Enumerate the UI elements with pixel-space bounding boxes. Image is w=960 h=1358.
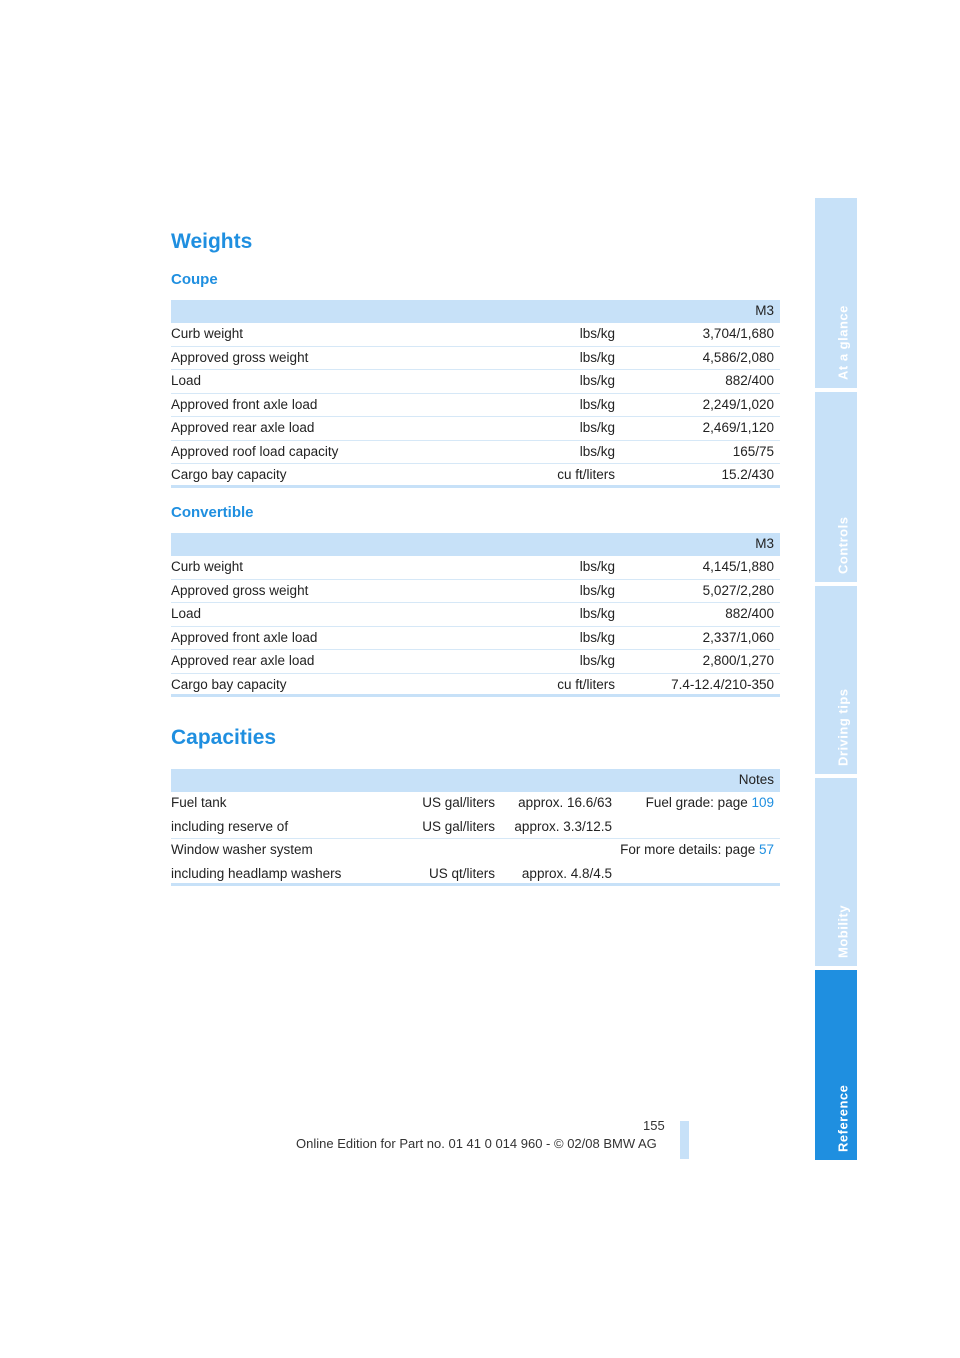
capacities-table-header <box>171 769 780 792</box>
row-label: Load <box>171 606 202 621</box>
tab-label: Driving tips <box>835 688 851 766</box>
coupe-subtitle: Coupe <box>171 271 218 288</box>
row-value: 4,145/1,880 <box>702 559 774 574</box>
row-value: 2,800/1,270 <box>702 653 774 668</box>
sidebar-tab-reference[interactable] <box>815 970 857 1160</box>
row-value: 2,337/1,060 <box>702 629 774 645</box>
sidebar-tab-at-a-glance[interactable] <box>815 198 857 388</box>
sidebar-tab-driving-tips[interactable] <box>815 586 857 774</box>
chapter-sidebar <box>815 198 857 1160</box>
row-unit: lbs/kg <box>579 629 615 645</box>
page-number: 155 <box>643 1118 665 1133</box>
row-label: Curb weight <box>171 326 244 341</box>
tab-label: At a glance <box>835 305 851 380</box>
row-label: Cargo bay capacity <box>171 676 287 692</box>
capacities-title: Capacities <box>171 726 277 749</box>
row-value: 5,027/2,280 <box>702 582 774 598</box>
row-label: Load <box>171 373 202 388</box>
tab-label: Mobility <box>835 904 851 958</box>
sidebar-tab-controls[interactable] <box>815 392 857 582</box>
row-value: 7.4-12.4/210-350 <box>671 676 774 692</box>
row-unit: US gal/liters <box>422 795 495 810</box>
row-unit: cu ft/liters <box>557 467 615 482</box>
table-row <box>171 603 780 627</box>
row-label: Cargo bay capacity <box>171 467 287 482</box>
row-value: 15.2/430 <box>721 467 774 482</box>
sidebar-tab-mobility[interactable] <box>815 778 857 966</box>
page-link[interactable]: 57 <box>758 842 774 857</box>
row-label: including reserve of <box>171 818 289 834</box>
row-label: Approved roof load capacity <box>171 443 339 459</box>
row-label: Curb weight <box>171 559 244 574</box>
table-row <box>171 627 780 651</box>
row-label: including headlamp washers <box>171 865 342 881</box>
row-unit: lbs/kg <box>579 396 615 412</box>
model-header: M3 <box>755 536 774 551</box>
row-note <box>646 795 774 810</box>
row-label: Approved rear axle load <box>171 653 315 668</box>
row-label: Approved rear axle load <box>171 420 315 435</box>
notes-header: Notes <box>738 772 774 787</box>
row-value: approx. 16.6/63 <box>518 795 612 810</box>
tab-label: Controls <box>835 516 851 574</box>
row-label: Fuel tank <box>171 795 227 810</box>
table-row <box>171 816 780 840</box>
table-row <box>171 792 780 816</box>
row-unit: lbs/kg <box>579 582 615 598</box>
row-label: Approved gross weight <box>171 349 309 365</box>
table-row <box>171 556 780 580</box>
table-row <box>171 370 780 394</box>
row-label: Window washer system <box>171 842 313 857</box>
row-unit: lbs/kg <box>579 653 615 668</box>
table-row <box>171 863 780 887</box>
row-value: 882/400 <box>725 606 774 621</box>
row-value: approx. 3.3/12.5 <box>514 818 612 834</box>
table-row <box>171 580 780 604</box>
convertible-subtitle: Convertible <box>171 504 254 521</box>
model-header: M3 <box>755 303 774 318</box>
note-text: Fuel grade: page <box>645 795 752 810</box>
weights-title: Weights <box>171 230 253 253</box>
row-unit: lbs/kg <box>579 606 615 621</box>
row-unit: cu ft/liters <box>557 676 615 692</box>
row-unit: lbs/kg <box>579 420 615 435</box>
row-unit: lbs/kg <box>579 443 615 459</box>
convertible-table-header <box>171 533 780 556</box>
table-row <box>171 441 780 465</box>
row-unit: US gal/liters <box>422 818 495 834</box>
row-value: 3,704/1,680 <box>702 326 774 341</box>
row-value: approx. 4.8/4.5 <box>521 865 612 881</box>
table-row <box>171 417 780 441</box>
row-unit: lbs/kg <box>579 326 615 341</box>
note-text: For more details: page <box>620 842 759 857</box>
table-row <box>171 347 780 371</box>
row-value: 882/400 <box>725 373 774 388</box>
table-row <box>171 464 780 488</box>
capacities-table <box>171 769 780 886</box>
row-label: Approved front axle load <box>171 396 318 412</box>
coupe-table <box>171 300 780 488</box>
table-row <box>171 394 780 418</box>
table-row <box>171 839 780 863</box>
row-value: 2,469/1,120 <box>702 420 774 435</box>
row-label: Approved front axle load <box>171 629 318 645</box>
page-link[interactable]: 109 <box>751 795 774 810</box>
row-unit: US qt/liters <box>428 865 495 881</box>
table-row <box>171 650 780 674</box>
table-row <box>171 323 780 347</box>
tab-label: Reference <box>835 1084 851 1152</box>
row-value: 165/75 <box>732 443 774 459</box>
edition-footer: Online Edition for Part no. 01 41 0 014 960 - © 02/08 BMW AG <box>296 1136 657 1151</box>
convertible-table <box>171 533 780 697</box>
row-unit: lbs/kg <box>579 349 615 365</box>
row-value: 2,249/1,020 <box>702 396 774 412</box>
row-label: Approved gross weight <box>171 582 309 598</box>
table-row <box>171 674 780 698</box>
footer-bar <box>680 1121 689 1159</box>
row-value: 4,586/2,080 <box>702 349 774 365</box>
coupe-table-header <box>171 300 780 323</box>
row-unit: lbs/kg <box>579 559 615 574</box>
row-unit: lbs/kg <box>579 373 615 388</box>
row-note <box>620 842 774 857</box>
